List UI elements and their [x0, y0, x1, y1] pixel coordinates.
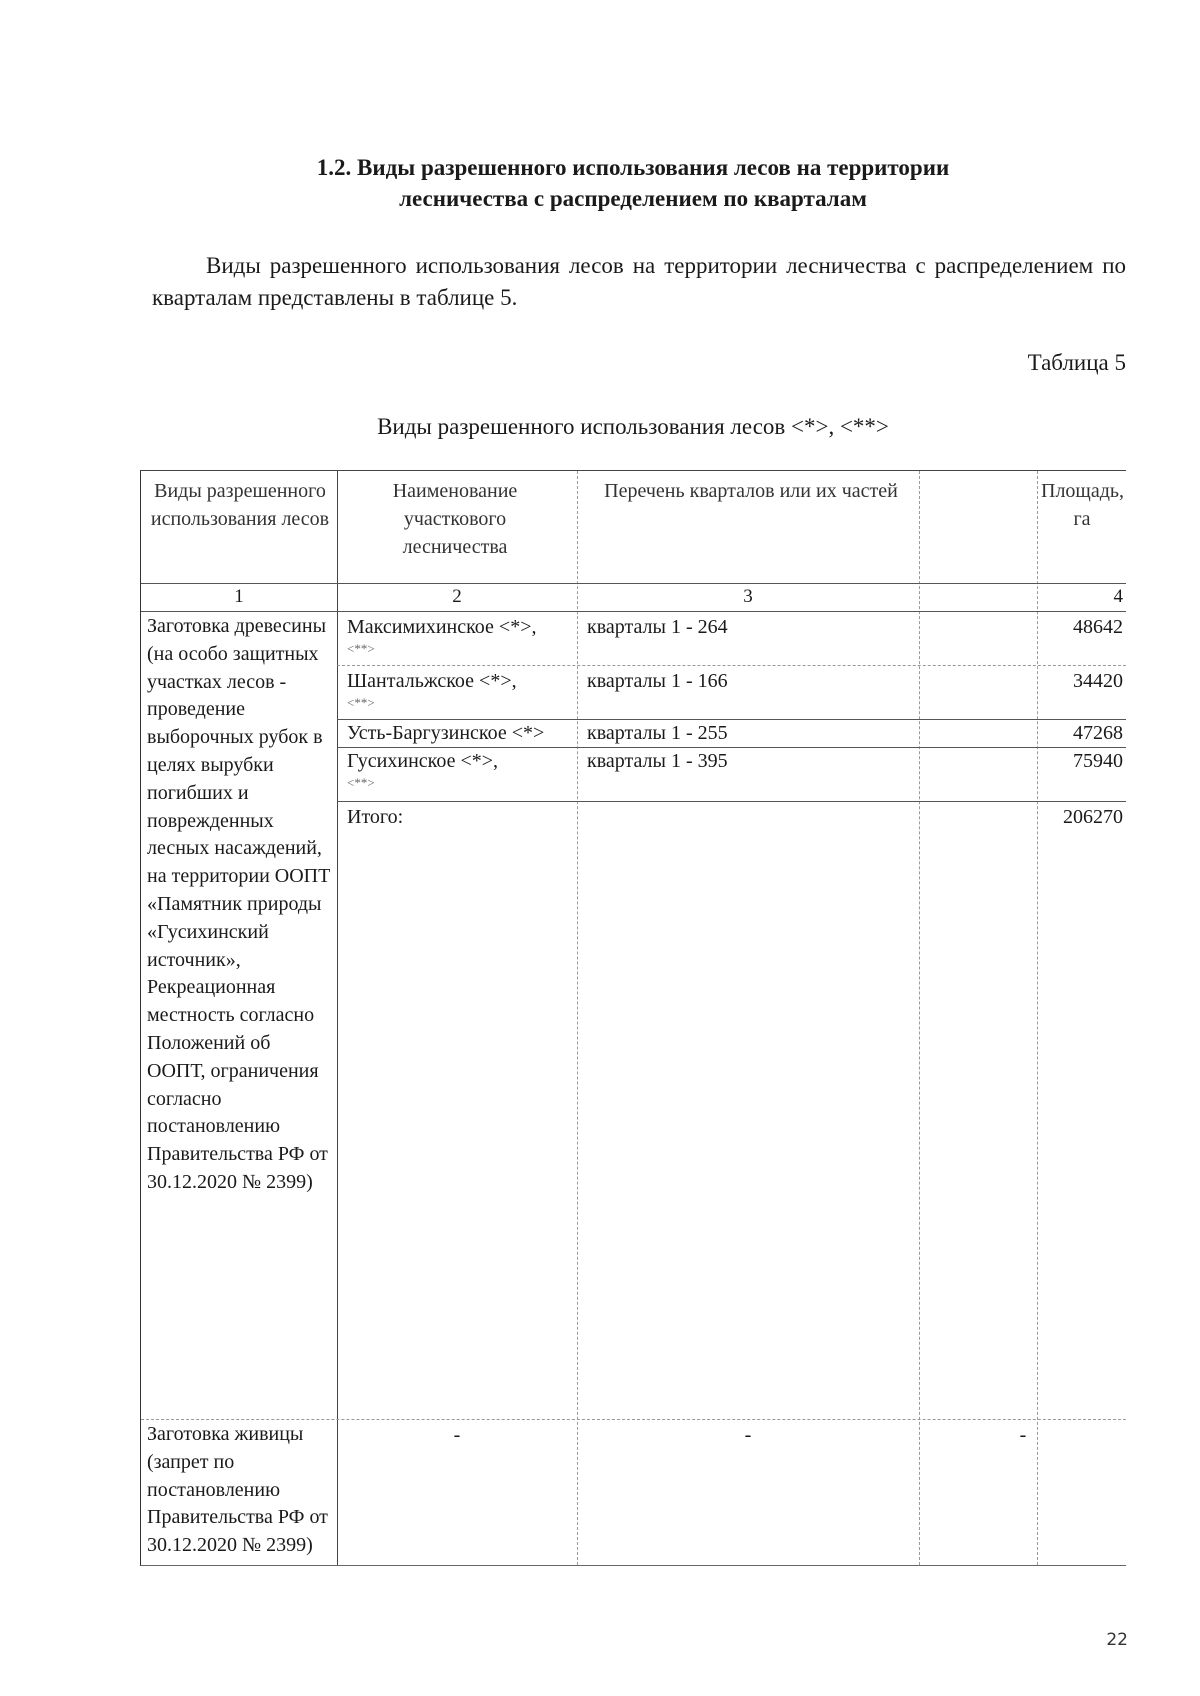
section-heading-line-2: лесничества с распределением по кварталам [399, 186, 867, 211]
page-number: 22 [1106, 1630, 1128, 1650]
total-area: 206270 [1063, 806, 1123, 828]
section-heading [140, 152, 1126, 214]
quarters-range: - [744, 1424, 752, 1446]
column-divider [919, 471, 920, 1565]
permitted-use-table [140, 470, 1126, 1566]
area-value: 75940 [1073, 750, 1123, 772]
column-number: 4 [1113, 586, 1123, 607]
quarters-range: кварталы 1 - 395 [587, 750, 728, 772]
column-number: 1 [234, 586, 244, 607]
row-kind-timber: Заготовка древесины (на особо защитных участках лесов - проведение выборочных рубок в целях вырубки погибших и поврежденных лесных насаждений, на территории ООПТ «Памятник природы «Гусихинский источник», Рекреационная местность согласно Положений об ООПТ, ограничения согласно постановлению Правительства РФ от 30.12.2020 № 2399) [147, 615, 331, 1193]
quarters-range: кварталы 1 - 166 [587, 670, 728, 692]
row-divider [337, 801, 1126, 802]
table-label: Таблица 5 [1027, 350, 1126, 375]
row-kind-resin: Заготовка живицы (запрет по постановлению Правительства РФ от 30.12.2020 № 2399) [147, 1423, 328, 1557]
header-quarters: Перечень кварталов или их частей [604, 480, 898, 502]
quarters-range: кварталы 1 - 255 [587, 722, 728, 744]
area-value: 48642 [1073, 616, 1123, 638]
header-area: Площадь, га [1041, 480, 1124, 530]
area-value: - [1019, 1424, 1027, 1446]
row-divider [337, 665, 1126, 666]
column-divider [1037, 471, 1038, 1565]
quarters-range: кварталы 1 - 264 [587, 616, 728, 638]
area-value: 34420 [1073, 670, 1123, 692]
forestry-name: Гусихинское <*>, <**> [347, 750, 499, 790]
intro-paragraph: Виды разрешенного использования лесов на территории лесничества с распределением по кварталам представлены в таблице 5. [152, 253, 1126, 310]
total-label: Итого: [347, 806, 404, 828]
forestry-name: Усть-Баргузинское <*> [347, 722, 545, 744]
row-divider [141, 611, 1126, 612]
forestry-name: - [453, 1424, 461, 1446]
column-number: 3 [743, 586, 753, 607]
table-caption: Виды разрешенного использования лесов <*>, <**> [377, 414, 889, 439]
section-heading-line-1: 1.2. Виды разрешенного использования лесов на территории [316, 155, 950, 180]
column-divider [337, 471, 338, 1565]
column-divider [577, 471, 578, 1565]
forestry-name: Шантальжское <*>, <**> [347, 670, 517, 710]
forestry-name: Максимихинское <*>, <**> [347, 616, 537, 656]
row-divider [141, 1419, 1126, 1420]
header-forestry: Наименование участкового лесничества [392, 480, 518, 558]
header-kind: Виды разрешенного использования лесов [150, 480, 330, 530]
column-number: 2 [452, 586, 462, 607]
area-value: 47268 [1073, 722, 1123, 744]
